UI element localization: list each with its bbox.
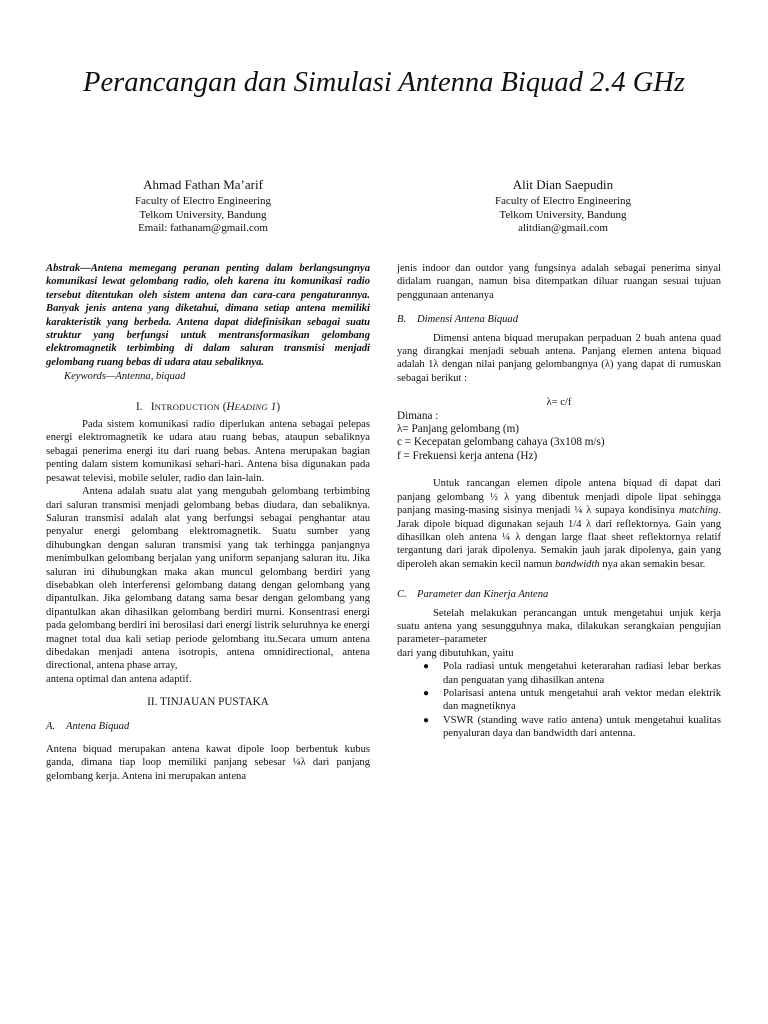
author-institution: Telkom University, Bandung bbox=[499, 208, 627, 221]
author-affiliation: Faculty of Electro Engineering bbox=[135, 195, 271, 207]
author-institution: Telkom University, Bandung bbox=[139, 208, 267, 221]
author-block-2 bbox=[438, 176, 688, 236]
definition-item: c = Kecepatan gelombang cahaya (3x108 m/s) bbox=[397, 436, 605, 449]
definition-item: f = Frekuensi kerja antena (Hz) bbox=[397, 449, 538, 462]
author-email: alitdian@gmail.com bbox=[518, 222, 608, 235]
section-heading-introduction: I. INTRODUCTION (HEADING 1) bbox=[135, 400, 281, 413]
section-heading-tinjauan: II. TINJAUAN PUSTAKA bbox=[147, 696, 269, 709]
definition-item: λ= Panjang gelombang (m) bbox=[397, 423, 520, 436]
list-item: ● Pola radiasi untuk mengetahui keterarahan radiasi lebar berkas dan penguatan yang dihasilkan antena bbox=[423, 661, 721, 686]
subsection-heading-antena-biquad: A. Antena Biquad bbox=[46, 720, 130, 732]
subsection-heading-dimensi: B. Dimensi Antena Biquad bbox=[397, 314, 519, 326]
paragraph: Untuk rancangan elemen dipole antena biquad di dapat dari panjang gelombang ½ λ yang dibentuk menjadi dipole lipat sehingga panjang masing-masing sisinya menjadi ¼ λ supaya kondisinya matching. Jarak dipole biquad digunakan sejauh 1/4 λ dari reflektornya. Gain yang dihasilkan oleh antena ¼ λ dengan large flaat sheet reflektornya relatif tergantung dari jarak dipolenya. Semakin jauh jarak dipolenya, gain yang diperoleh akan semakin kecil namun bandwidth nya akan semakin besar. bbox=[397, 478, 721, 570]
bullet-icon: ● bbox=[423, 687, 430, 699]
paragraph: jenis indoor dan outdor yang fungsinya adalah sebagai penerima sinyal didalam ruangan, namun bisa ditempatkan diluar ruangan sesuai tujuan penggunaan antenanya bbox=[397, 263, 721, 301]
abstract: Abstrak—Antena memegang peranan penting dalam berlangsungnya komunikasi lewat gelombang radio, oleh karena itu komunikasi radio tersebut ditentukan oleh sistem antena dan cara-cara pengaturannya. Banyak jenis antena yang diketahui, dimana setiap antena memiliki karakteristik yang berbeda. Antena dapat didefinisikan sebagai suatu struktur yang berfungsi untuk mentransformasikan gelombang elektromagnetik terbimbing di dalam saluran transmisi menjadi gelombang ruang bebas di udara atau sebaliknya. bbox=[46, 263, 370, 368]
bullet-list bbox=[397, 660, 721, 740]
bullet-icon: ● bbox=[423, 661, 430, 673]
paragraph: Antena adalah suatu alat yang mengubah gelombang terbimbing dari saluran transmisi menjadi gelombang bebas diudara, dan sebaliknya. Saluran transmisi adalah alat yang berfungsi sebagai penghantar atau penyalur energi gelombang elektromagnetik. Suatu sumber yang dihubungkan dengan saluran transmisi yang tak terhingga panjangnya menimbulkan gelombang berjalan yang uniform sepanjang saluran itu. Jika saluran ini dihubungkan maka akan muncul gelombang berdiri yang disebabkan oleh interferensi gelombang datang dengan gelombang yang dipantulkan. Jika gelombang datang sama besar dengan gelombang yang dipantulkan akan dihasilkan gelombang berdiri murni. Konsentrasi energi pada gelombang berdiri ini berosilasi dari energi listrik seluruhnya ke energi magnet total dua kali setiap periode gelombang itu.Secara umum antena dibedakan menjadi antena isotropis, antena omnidirectional, antena directional, antena phase array, bbox=[46, 486, 370, 672]
right-column bbox=[397, 262, 721, 741]
paragraph: antena optimal dan antena adaptif. bbox=[46, 673, 192, 685]
author-block-1 bbox=[78, 176, 328, 236]
paragraph: Setelah melakukan perancangan untuk mengetahui unjuk kerja suatu antena yang sesungguhnya maka, dilakukan serangkaian pengujian parameter–parameter bbox=[397, 607, 721, 646]
keywords: Keywords—Antenna, biquad bbox=[64, 371, 186, 383]
author-affiliation: Faculty of Electro Engineering bbox=[495, 195, 631, 207]
author-name: Alit Dian Saepudin bbox=[512, 177, 614, 192]
paper-title: Perancangan dan Simulasi Antenna Biquad 2.4 GHz bbox=[83, 67, 685, 98]
author-name: Ahmad Fathan Ma’arif bbox=[143, 177, 263, 192]
left-column bbox=[46, 262, 370, 783]
bullet-icon: ● bbox=[423, 714, 430, 726]
list-item: ● Polarisasi antena untuk mengetahui arah vektor medan elektrik dan magnetiknya bbox=[423, 687, 721, 713]
paragraph: Dimensi antena biquad merupakan perpaduan 2 buah antena quad yang dirangkai menjadi sebuah antena. Panjang elemen antena biquad adalah 1λ dengan nilai panjang gelombangnya (λ) yang dapat di rumuskan sebagai berikut : bbox=[397, 332, 721, 384]
paragraph: Antena biquad merupakan antena kawat dipole loop berbentuk kubus ganda, dimana tiap loop memiliki panjang sebesar ¼λ dari panjang gelombang kerja. Antena ini merupakan antena bbox=[46, 744, 370, 782]
definition-label: Dimana : bbox=[397, 409, 439, 422]
paragraph: Pada sistem komunikasi radio diperlukan antena sebagai pelepas energi elektromagnetik ke udara atau ruang bebas, ataupun sebaliknya sebagai penerima energi itu dari ruang bebas. Antena merupakan bagian penting dalam sistem komunikasi sehari-hari. Antena bisa digunakan pada pesawat televisi, mobile seluler, radio dan lain-lain. bbox=[46, 419, 370, 484]
author-email: Email: fathanam@gmail.com bbox=[138, 222, 268, 235]
formula: λ= c/f bbox=[546, 397, 572, 409]
subsection-heading-parameter: C. Parameter dan Kinerja Antena bbox=[397, 589, 549, 601]
paragraph: dari yang dibutuhkan, yaitu bbox=[397, 647, 514, 659]
list-item: ● VSWR (standing wave ratio antena) untuk mengetahui kualitas penyaluran daya dan bandwidth dari antenna. bbox=[423, 714, 721, 740]
